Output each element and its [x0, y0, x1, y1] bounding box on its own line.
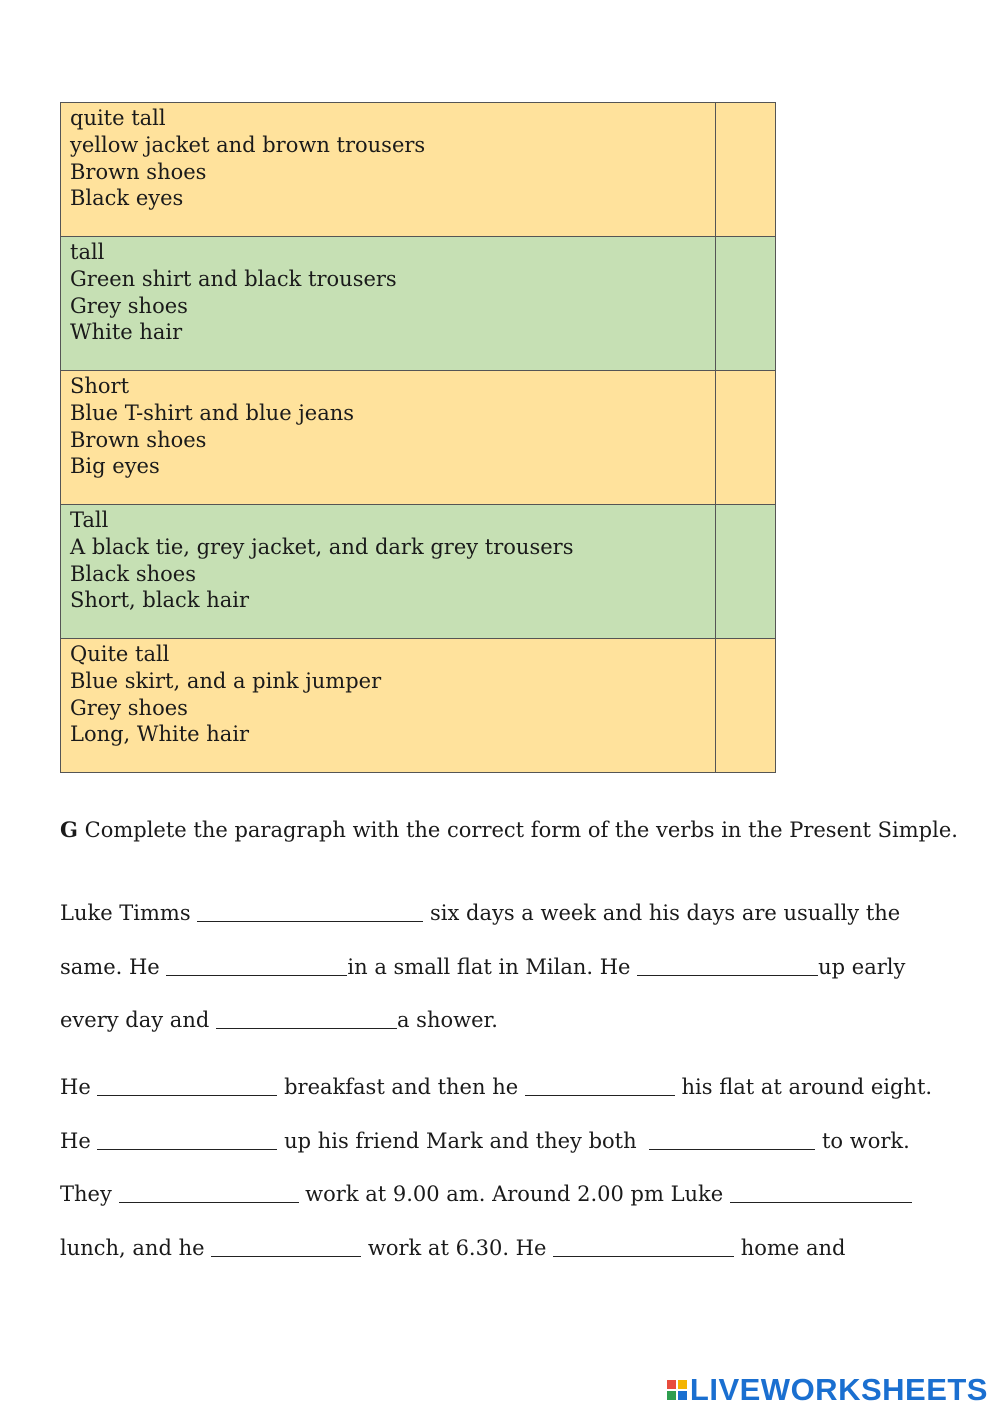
- text: lunch, and he: [60, 1236, 212, 1260]
- description-cell: [61, 237, 716, 371]
- paragraph-line: [60, 955, 905, 979]
- text: He: [60, 1129, 98, 1153]
- text: work at 9.00 am. Around 2.00 pm Luke: [298, 1182, 730, 1206]
- instruction-text: Complete the paragraph with the correct form of the verbs in the Present Simple.: [84, 818, 958, 842]
- text: They: [60, 1182, 119, 1206]
- table-row: [61, 237, 776, 371]
- text: a shower.: [396, 1008, 498, 1032]
- answer-cell[interactable]: [716, 371, 776, 505]
- desc-line: Big eyes: [70, 454, 160, 479]
- logo-square: [678, 1380, 687, 1389]
- table-row: [61, 103, 776, 237]
- logo-square: [667, 1380, 676, 1389]
- answer-cell[interactable]: [716, 639, 776, 773]
- desc-line: Short, black hair: [70, 588, 250, 613]
- logo-mark-icon: [667, 1380, 687, 1400]
- desc-line: Tall: [70, 508, 109, 532]
- desc-line: Black shoes: [70, 561, 196, 586]
- blank-input[interactable]: [649, 1129, 815, 1150]
- desc-line: White hair: [70, 320, 183, 345]
- blank-input[interactable]: [97, 1129, 277, 1150]
- text: up early: [818, 955, 906, 979]
- desc-line: Quite tall: [70, 642, 170, 666]
- logo-text: LIVEWORKSHEETS: [689, 1372, 988, 1407]
- liveworksheets-logo: [667, 1372, 988, 1408]
- text: Luke Timms: [60, 901, 198, 925]
- table-row: [61, 371, 776, 505]
- desc-line: yellow jacket and brown trousers: [70, 132, 426, 157]
- desc-line: A black tie, grey jacket, and dark grey trousers: [70, 534, 574, 559]
- desc-line: tall: [70, 240, 105, 264]
- description-cell: [61, 371, 716, 505]
- desc-line: Grey shoes: [70, 695, 188, 720]
- description-cell: [61, 103, 716, 237]
- text: in a small flat in Milan. He: [347, 955, 638, 979]
- desc-line: Blue T-shirt and blue jeans: [70, 400, 355, 425]
- blank-input[interactable]: [119, 1182, 299, 1203]
- desc-line: Black eyes: [70, 186, 184, 211]
- text: same. He: [60, 955, 167, 979]
- description-table: [60, 102, 776, 773]
- desc-line: Green shirt and black trousers: [70, 266, 397, 291]
- text: breakfast and then he: [277, 1075, 525, 1099]
- desc-line: Brown shoes: [70, 427, 207, 452]
- logo-square: [667, 1391, 676, 1400]
- blank-input[interactable]: [97, 1075, 277, 1096]
- blank-input[interactable]: [166, 955, 347, 976]
- text: every day and: [60, 1008, 216, 1032]
- exercise-instruction: [60, 817, 958, 842]
- answer-cell[interactable]: [716, 505, 776, 639]
- paragraph-line: [60, 1008, 498, 1032]
- paragraph-line: [60, 1075, 932, 1099]
- desc-line: Grey shoes: [70, 293, 188, 318]
- paragraph-line: [60, 1236, 845, 1260]
- text: up his friend Mark and they both: [277, 1129, 644, 1153]
- text: six days a week and his days are usually the: [423, 901, 901, 925]
- text: He: [60, 1075, 98, 1099]
- answer-cell[interactable]: [716, 103, 776, 237]
- blank-input[interactable]: [553, 1236, 734, 1257]
- blank-input[interactable]: [211, 1236, 361, 1257]
- desc-line: quite tall: [70, 106, 166, 130]
- paragraph-line: [60, 1129, 910, 1153]
- paragraph-line: [60, 901, 900, 925]
- blank-input[interactable]: [216, 1008, 397, 1029]
- desc-line: Brown shoes: [70, 159, 207, 184]
- text: work at 6.30. He: [361, 1236, 554, 1260]
- blank-input[interactable]: [730, 1182, 912, 1203]
- logo-square: [678, 1391, 687, 1400]
- table-row: [61, 505, 776, 639]
- blank-input[interactable]: [637, 955, 818, 976]
- description-cell: [61, 505, 716, 639]
- blank-input[interactable]: [525, 1075, 675, 1096]
- desc-line: Blue skirt, and a pink jumper: [70, 668, 382, 693]
- description-cell: [61, 639, 716, 773]
- text: home and: [734, 1236, 846, 1260]
- table-row: [61, 639, 776, 773]
- text: to work.: [815, 1129, 910, 1153]
- text: his flat at around eight.: [674, 1075, 933, 1099]
- blank-input[interactable]: [197, 901, 423, 922]
- desc-line: Short: [70, 374, 130, 398]
- paragraph-line: [60, 1182, 912, 1206]
- answer-cell[interactable]: [716, 237, 776, 371]
- exercise-letter: G: [60, 817, 78, 842]
- desc-line: Long, White hair: [70, 722, 250, 747]
